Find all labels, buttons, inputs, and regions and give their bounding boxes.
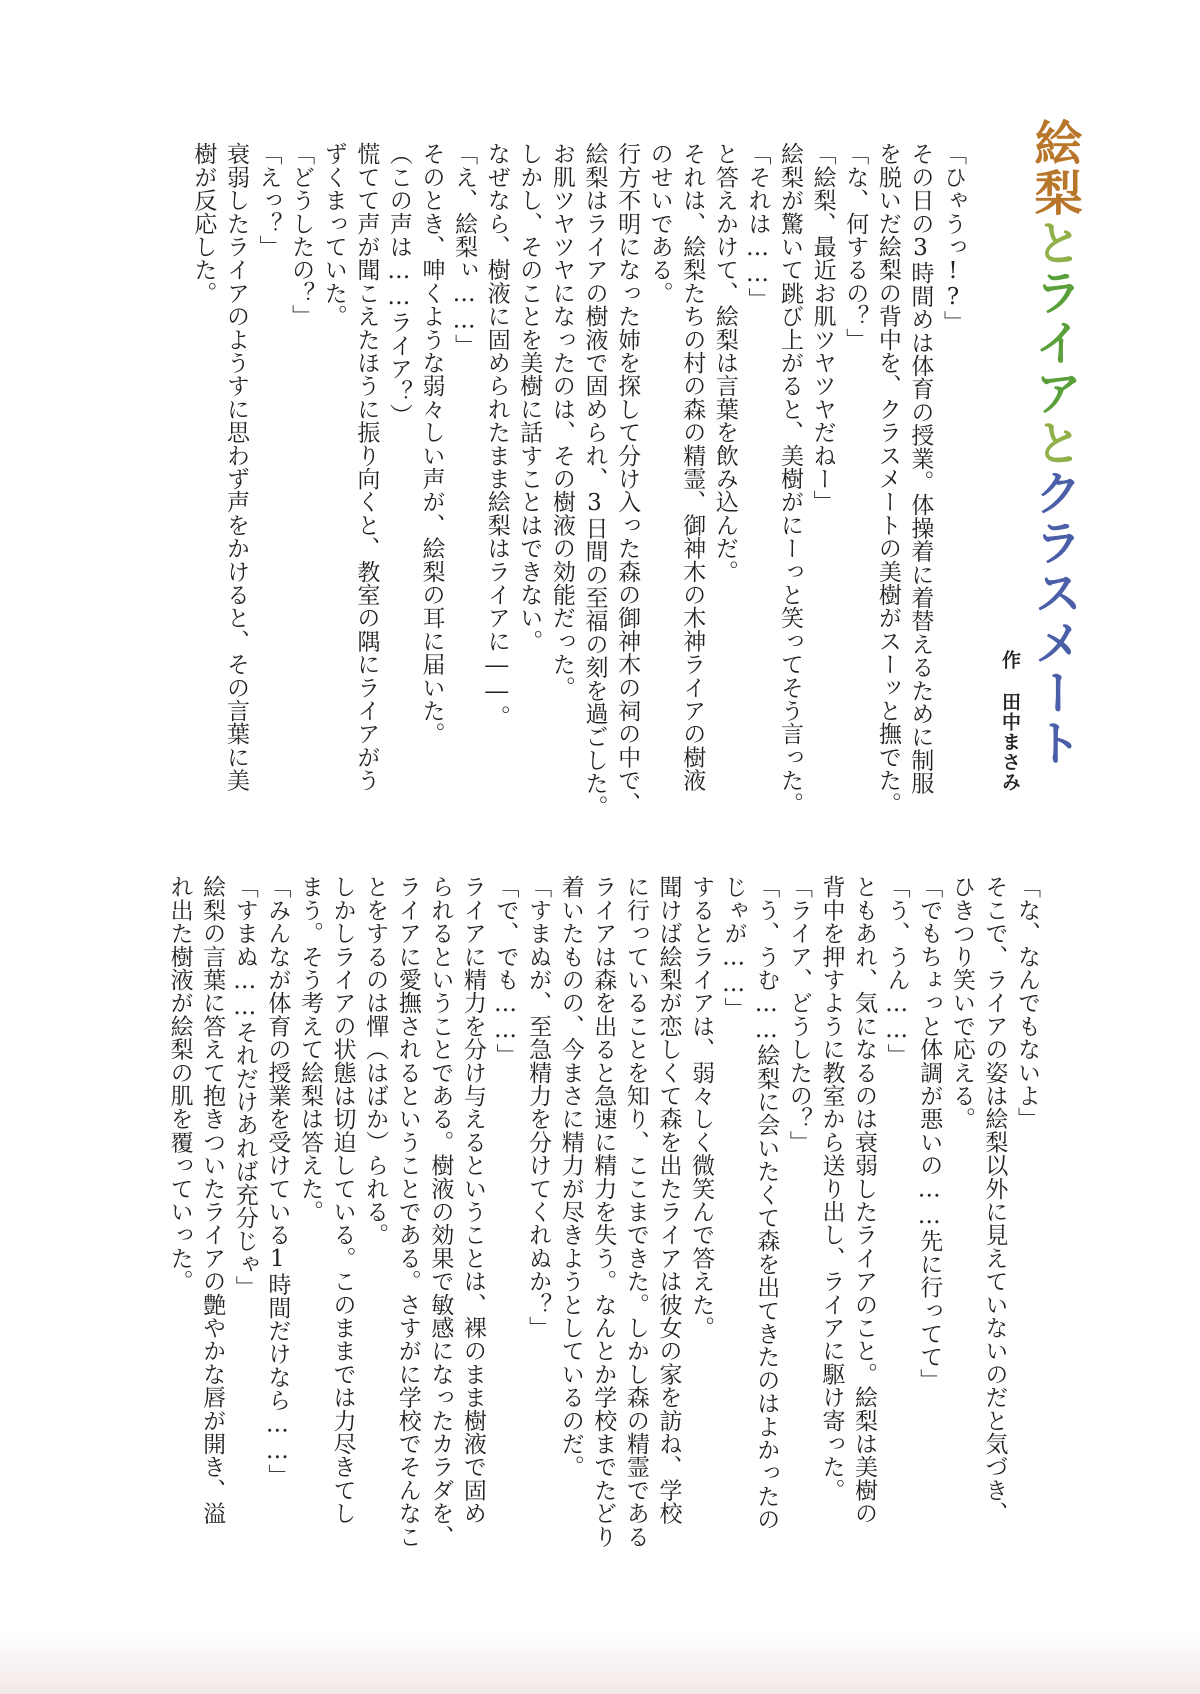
title-part-classmate: クラスメート (1026, 468, 1082, 768)
author-name: 田中まさみ (999, 692, 1021, 792)
text-line: 衰弱したライアのようすに思わず声をかけると、その言葉に美 (222, 142, 249, 792)
text-line: しかし、そのことを美樹に話すことはできない。 (516, 142, 543, 653)
text-line: 「どうしたの？」 (288, 142, 315, 328)
text-line: 「すまぬが、至急精力を分けてくれぬか？」 (525, 875, 552, 1339)
footer-band (0, 1630, 1200, 1694)
text-line: に行っていることを知り、ここまできた。しかし森の精霊である (622, 875, 649, 1548)
title-part-to-2: と (1026, 418, 1082, 468)
text-line: 絵梨の言葉に答えて抱きついたライアの艶やかな唇が開き、溢 (199, 875, 226, 1525)
text-line: を脱いだ絵梨の背中を、クラスメートの美樹がスーッと撫でた。 (874, 142, 901, 815)
text-line: 「う、うん……」 (883, 875, 910, 1067)
text-line: 絵梨はライアの樹液で固められ、3日間の至福の刻を過ごした。 (581, 142, 608, 818)
text-line: ライアは森を出ると急速に精力を失う。なんとか学校までたどり (590, 875, 617, 1548)
text-line: 行方不明になった姉を探して分け入った森の御神木の祠の中で、 (614, 142, 641, 815)
lower-text-block (117, 875, 1043, 1555)
text-line: 「な、なんでもないよ」 (1014, 875, 1040, 1131)
text-line: 「え、絵梨ぃ……」 (451, 142, 478, 357)
text-line: れ出た樹液が絵梨の肌を覆っていった。 (166, 875, 193, 1293)
text-line: 「ライア、どうしたの？」 (785, 875, 812, 1154)
text-line: と答えかけて、絵梨は言葉を飲み込んだ。 (711, 142, 738, 583)
text-line: 着いたものの、今まさに精力が尽きようとしているのだ。 (557, 875, 584, 1479)
author-label: 作 (999, 650, 1021, 670)
text-line: 絵梨が驚いて跳び上がると、美樹がにーっと笑ってそう言った。 (777, 142, 804, 815)
text-line: とをするのは憚（はばか）られる。 (362, 875, 389, 1247)
text-line: 「すまぬ……それだけあれば充分じゃ」 (231, 875, 258, 1299)
text-line: （この声は……ライア？） (385, 142, 412, 427)
text-line: ひきつり笑いで応える。 (948, 875, 975, 1131)
text-line: 「えっ？」 (255, 142, 282, 258)
text-line: その日の3時間めは体育の授業。体操着に着替えるために制服 (907, 142, 934, 795)
text-line: ライアに愛撫されるということである。さすがに学校でそんなこ (394, 875, 421, 1548)
text-line: ずくまっていた。 (320, 142, 347, 328)
text-line: なぜなら、樹液に固められたまま絵梨はライアに――。 (483, 142, 510, 728)
text-line: 慌てて声が聞こえたほうに振り向くと、教室の隅にライアがう (353, 142, 380, 792)
text-line: のせいである。 (646, 142, 673, 305)
title-part-raia: ライア (1026, 268, 1082, 418)
text-line: まう。そう考えて絵梨は答えた。 (296, 875, 323, 1223)
text-line: 聞けば絵梨が恋しくて森を出たライアは彼女の家を訪ね、学校 (655, 875, 682, 1525)
text-line: られるということである。樹液の効果で敏感になったカラダを、 (427, 875, 454, 1548)
text-line: 「う、うむ……絵梨に会いたくて森を出てきたのはよかったの (753, 875, 780, 1531)
text-line: しかしライアの状態は切迫している。このままでは力尽きてし (329, 875, 356, 1525)
title-part-to-1: と (1026, 218, 1082, 268)
text-line: 「で、でも……」 (492, 875, 519, 1067)
text-line: そのとき、呻くような弱々しい声が、絵梨の耳に届いた。 (418, 142, 445, 746)
text-line: お肌ツヤツヤになったのは、その樹液の効能だった。 (548, 142, 575, 699)
story-title (1026, 118, 1082, 768)
text-line: そこで、ライアの姿は絵梨以外に見えていないのだと気づき、 (981, 875, 1008, 1525)
text-line: 「でもちょっと体調が悪いの……先に行ってて」 (916, 875, 943, 1392)
upper-text-block (117, 142, 969, 822)
text-line: 「絵梨、最近お肌ツヤツヤだねー」 (809, 142, 836, 514)
text-line: ライアに精力を分け与えるということは、裸のまま樹液で固め (459, 875, 486, 1525)
text-line: 「ひゃうっ!?」 (940, 142, 966, 334)
text-line: 「な、何するの？」 (842, 142, 869, 351)
text-line: 「みんなが体育の授業を受けている1時間だけなら……」 (264, 875, 291, 1488)
text-line: 「それは……」 (744, 142, 771, 311)
text-line: するとライアは、弱々しく微笑んで答えた。 (688, 875, 715, 1339)
text-line: それは、絵梨たちの村の森の精霊、御神木の木神ライアの樹液 (679, 142, 706, 792)
title-part-erina: 絵梨 (1026, 118, 1082, 218)
text-line: ともあれ、気になるのは衰弱したライアのこと。絵梨は美樹の (851, 875, 878, 1525)
author-credit (997, 650, 1024, 792)
text-line: じゃが……」 (720, 875, 747, 1021)
text-line: 背中を押すように教室から送り出し、ライアに駆け寄った。 (818, 875, 845, 1502)
text-line: 樹が反応した。 (190, 142, 217, 305)
